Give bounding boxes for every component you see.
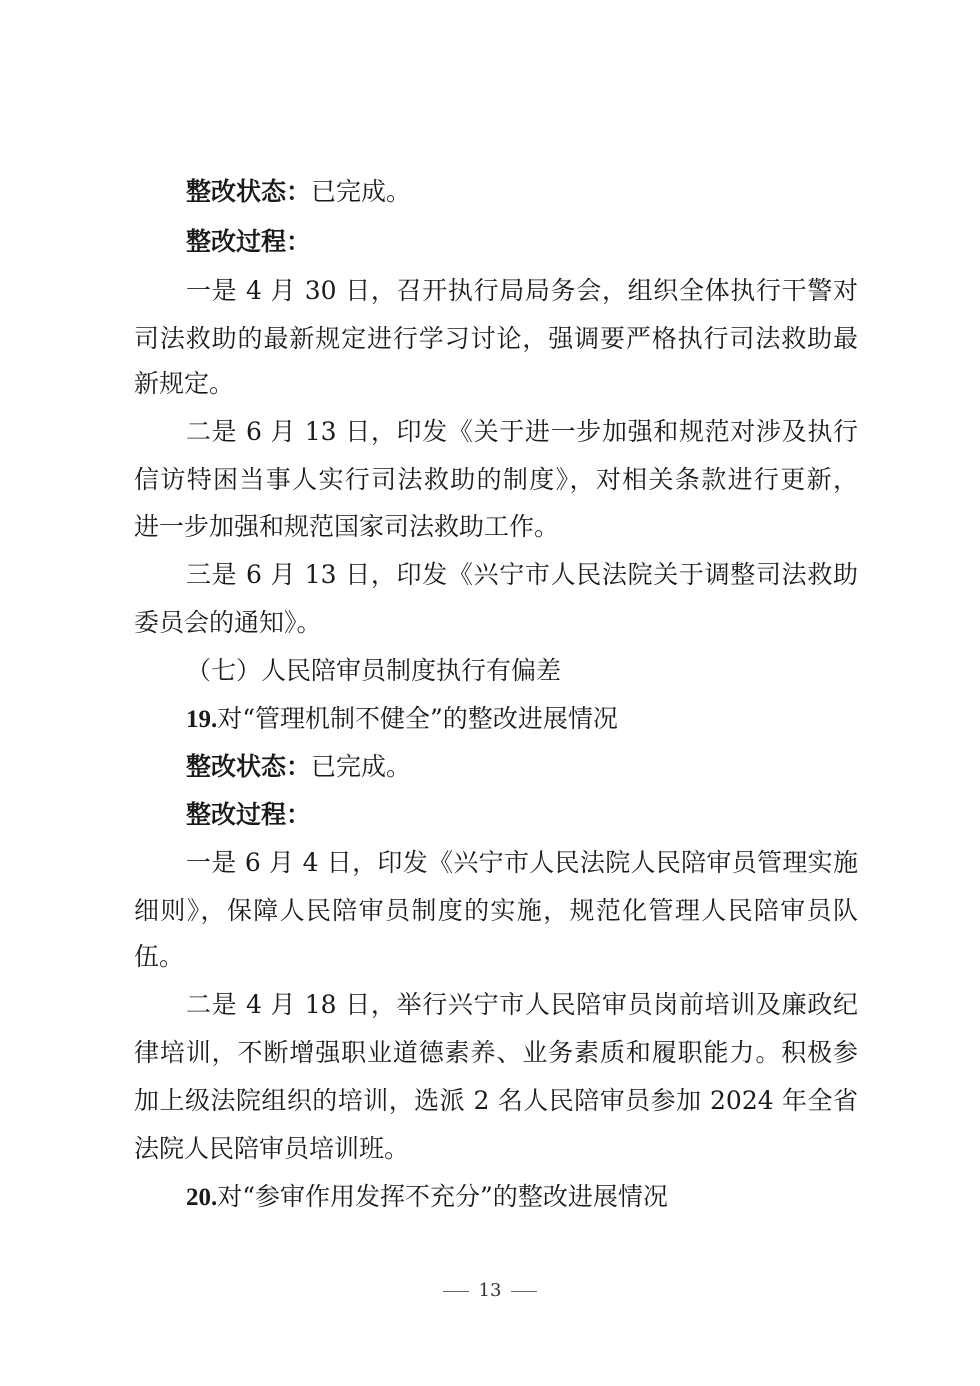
paragraph-5-line-3: 加上级法院组织的培训，选派 2 名人民陪审员参加 2024 年全省 [134,1086,858,1115]
paragraph-4-line-3: 伍。 [134,942,185,971]
rectification-process-label-1: 整改过程： [186,227,312,256]
page-number: 13 [478,1280,502,1301]
rectification-process-label-2: 整改过程： [186,800,312,829]
paragraph-1-line-3: 新规定。 [134,369,235,398]
section-heading-7: （七）人民陪审员制度执行有偏差 [186,656,562,685]
item-heading-20 [186,1180,858,1215]
footer-dash-right [511,1291,537,1292]
paragraph-5-line-4: 法院人民陪审员培训班。 [134,1134,410,1163]
item-title: 对“参审作用发挥不充分”的整改进展情况 [217,1182,668,1211]
status-value: 已完成。 [311,177,412,206]
paragraph-1-line-1: 一是 4 月 30 日，召开执行局局务会，组织全体执行干警对 [186,276,858,305]
rectification-status-1 [186,175,858,209]
item-title: 对“管理机制不健全”的整改进展情况 [217,704,618,733]
paragraph-2-line-1: 二是 6 月 13 日，印发《关于进一步加强和规范对涉及执行 [186,417,858,446]
paragraph-1-line-2: 司法救助的最新规定进行学习讨论，强调要严格执行司法救助最 [134,324,858,353]
paragraph-5-line-2: 律培训，不断增强职业道德素养、业务素质和履职能力。积极参 [134,1038,858,1067]
rectification-status-2 [186,750,858,784]
paragraph-3-line-2: 委员会的通知》。 [134,608,322,637]
page-footer [0,1278,980,1304]
status-label: 整改状态： [186,752,312,781]
item-number: 19. [186,706,218,733]
paragraph-4-line-1: 一是 6 月 4 日，印发《兴宁市人民法院人民陪审员管理实施 [186,848,858,877]
paragraph-4-line-2: 细则》，保障人民陪审员制度的实施，规范化管理人民陪审员队 [134,896,858,925]
paragraph-2-line-3: 进一步加强和规范国家司法救助工作。 [134,512,560,541]
paragraph-2-line-2: 信访特困当事人实行司法救助的制度》，对相关条款进行更新， [134,465,858,494]
paragraph-3-line-1: 三是 6 月 13 日，印发《兴宁市人民法院关于调整司法救助 [186,560,858,589]
item-number: 20. [186,1184,218,1211]
footer-dash-left [443,1291,469,1292]
status-value: 已完成。 [311,752,412,781]
status-label: 整改状态： [186,177,312,206]
item-heading-19 [186,702,858,737]
paragraph-5-line-1: 二是 4 月 18 日，举行兴宁市人民陪审员岗前培训及廉政纪 [186,990,858,1019]
